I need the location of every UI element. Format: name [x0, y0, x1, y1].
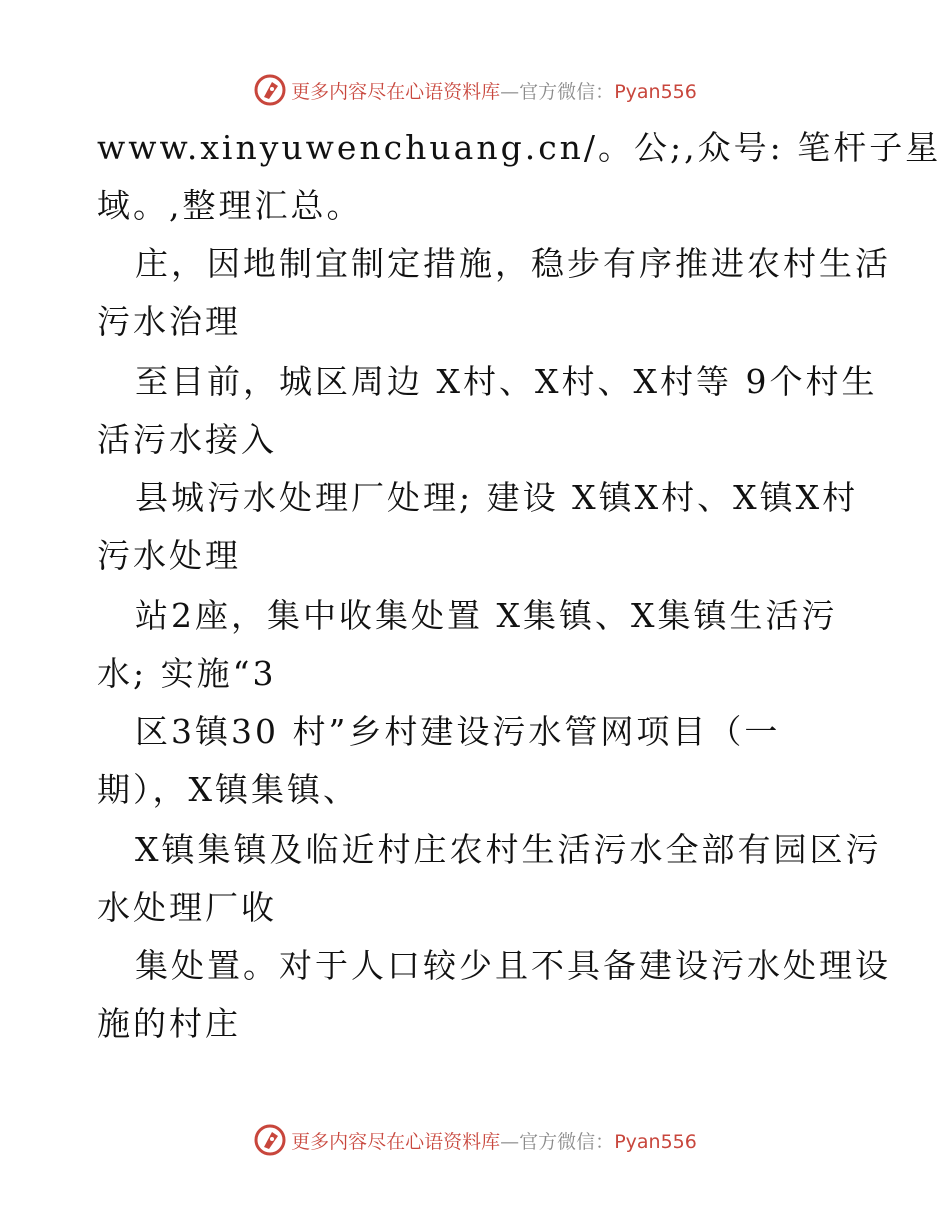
footer-banner-text [291, 1127, 697, 1154]
footer-banner-content [253, 1123, 697, 1157]
text-line: 活污水接入 [97, 420, 277, 459]
text-line: 域。,整理汇总。 [97, 186, 363, 225]
banner-separator: — [500, 1130, 520, 1153]
text-line: 区3镇30 村”乡村建设污水管网项目（一 [135, 712, 781, 751]
banner-site-name: 更多内容尽在心语资料库 [291, 80, 501, 103]
text-line: 站2座，集中收集处置 X集镇、X集镇生活污 [135, 596, 838, 635]
pen-nib-logo-icon [253, 1123, 287, 1157]
banner-wechat-id: Pyan556 [614, 1130, 697, 1153]
text-line: 期），X镇集镇、 [97, 770, 359, 809]
text-line: 施的村庄 [97, 1004, 241, 1043]
pen-nib-logo-icon [253, 73, 287, 107]
text-line: 水; 实施“3 [97, 654, 277, 693]
text-line: 县城污水处理厂处理; 建设 X镇X村、X镇X村 [135, 478, 859, 517]
text-line: 污水治理 [97, 302, 241, 341]
banner-separator: — [500, 80, 520, 103]
banner-site-name: 更多内容尽在心语资料库 [291, 1130, 501, 1153]
text-line: 集处置。对于人口较少且不具备建设污水处理设 [135, 946, 891, 985]
header-banner [0, 70, 950, 110]
text-line: X镇集镇及临近村庄农村生活污水全部有园区污 [135, 830, 882, 869]
text-line: www.xinyuwenchuang.cn/。公;,众号: 笔杆子星 [97, 128, 942, 167]
banner-wechat-label: 官方微信： [519, 1130, 615, 1153]
header-banner-content [253, 73, 697, 107]
text-line: 至目前，城区周边 X村、X村、X村等 9个村生 [135, 362, 878, 401]
banner-wechat-id: Pyan556 [614, 80, 697, 103]
header-banner-text [291, 77, 697, 104]
text-line: 污水处理 [97, 536, 241, 575]
text-line: 庄，因地制宜制定措施，稳步有序推进农村生活 [135, 244, 891, 283]
banner-wechat-label: 官方微信： [519, 80, 615, 103]
footer-banner [0, 1120, 950, 1160]
text-line: 水处理厂收 [97, 888, 277, 927]
